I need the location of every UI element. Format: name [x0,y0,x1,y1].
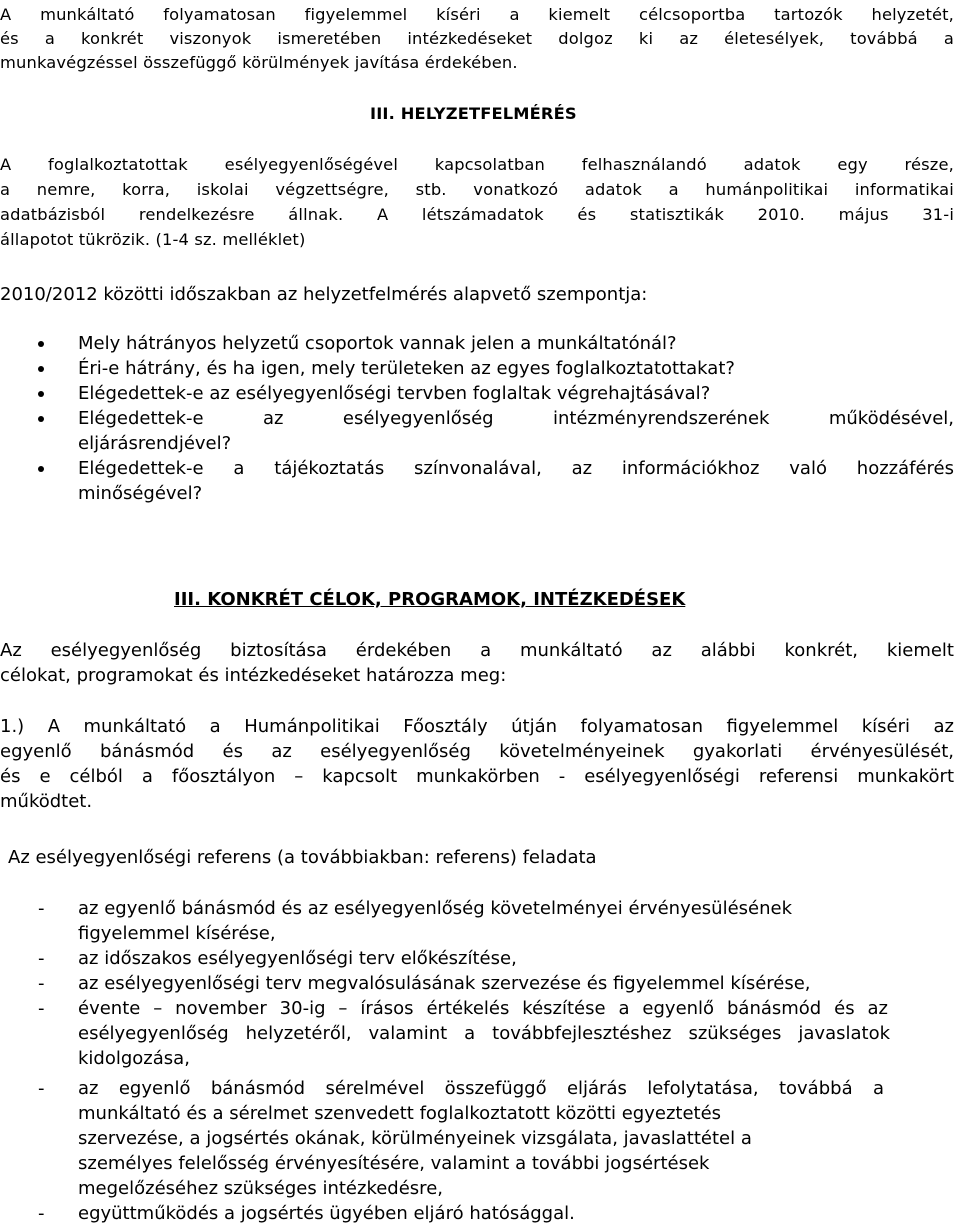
list-item-continuation: minőségével? [78,483,203,504]
dash-marker: - [38,973,45,994]
list-item: Elégedettek-e a tájékoztatás színvonalával, az információkhoz való hozzáférés [78,458,954,479]
list-item-continuation: esélyegyenlőség helyzetéről, valamint a továbbfejlesztéshez szükséges javaslatok [78,1023,890,1044]
list-item-continuation: figyelemmel kísérése, [78,923,276,944]
text-line: A foglalkoztatottak esélyegyenlőségével kapcsolatban felhasználandó adatok egy része, [0,155,954,174]
text-line: a nemre, korra, iskolai végzettségre, stb. vonatkozó adatok a humánpolitikai informatikai [0,180,954,199]
text-line: munkavégzéssel összefüggő körülmények javítása érdekében. [0,53,518,72]
list-item-continuation: szervezése, a jogsértés okának, körülményeinek vizsgálata, javaslattétel a [78,1128,752,1149]
bullet-icon [38,341,44,347]
text-line: működtet. [0,791,93,812]
list-item: Elégedettek-e az esélyegyenlőségi tervben foglaltak végrehajtásával? [78,383,711,404]
bullet-icon [38,391,44,397]
section-heading-celok: III. KONKRÉT CÉLOK, PROGRAMOK, INTÉZKEDÉSEK [174,589,686,610]
referens-intro: Az esélyegyenlőségi referens (a továbbiakban: referens) feladata [8,847,597,868]
list-item: az esélyegyenlőségi terv megvalósulásának szervezése és figyelemmel kísérése, [78,973,811,994]
text-line: állapotot tükrözik. (1-4 sz. melléklet) [0,230,306,249]
dash-marker: - [38,1203,45,1224]
dash-marker: - [38,948,45,969]
list-item-continuation: megelőzéséhez szükséges intézkedésre, [78,1178,443,1199]
list-item: az egyenlő bánásmód sérelmével összefüggő eljárás lefolytatása, továbbá a [78,1078,884,1099]
text-line: adatbázisból rendelkezésre állnak. A létszámadatok és statisztikák 2010. május 31-i [0,205,954,224]
text-line: A munkáltató folyamatosan figyelemmel kíséri a kiemelt célcsoportba tartozók helyzetét, [0,5,954,24]
bullet-icon [38,466,44,472]
text-line: 1.) A munkáltató a Humánpolitikai Főosztály útján folyamatosan figyelemmel kíséri az [0,716,954,737]
list-item: az időszakos esélyegyenlőségi terv előkészítése, [78,948,517,969]
dash-marker: - [38,998,45,1019]
list-item: az egyenlő bánásmód és az esélyegyenlőség követelményei érvényesülésének [78,898,793,919]
section-heading-helyzetfelmeres: III. HELYZETFELMÉRÉS [370,104,577,123]
list-item-continuation: kidolgozása, [78,1048,190,1069]
list-item: évente – november 30-ig – írásos értékelés készítése a egyenlő bánásmód és az [78,998,888,1019]
text-line: és a konkrét viszonyok ismeretében intézkedéseket dolgoz ki az életesélyek, továbbá a [0,29,954,48]
dash-marker: - [38,1078,45,1099]
list-item: Elégedettek-e az esélyegyenlőség intézményrendszerének működésével, [78,408,954,429]
bullet-icon [38,416,44,422]
list-item: együttműködés a jogsértés ügyében eljáró hatósággal. [78,1203,575,1224]
dash-marker: - [38,898,45,919]
text-line: és e célból a főosztályon – kapcsolt munkakörben - esélyegyenlőségi referensi munkakört [0,766,954,787]
text-line: Az esélyegyenlőség biztosítása érdekében a munkáltató az alábbi konkrét, kiemelt [0,640,954,661]
list-item-continuation: munkáltató és a sérelmet szenvedett foglalkoztatott közötti egyeztetés [78,1103,722,1124]
list-item-continuation: eljárásrendjével? [78,433,232,454]
list-item-continuation: személyes felelősség érvényesítésére, valamint a további jogsértések [78,1153,710,1174]
text-line: célokat, programokat és intézkedéseket határozza meg: [0,665,507,686]
text-line: egyenlő bánásmód és az esélyegyenlőség követelményeinek gyakorlati érvényesülését, [0,741,954,762]
criteria-intro: 2010/2012 közötti időszakban az helyzetfelmérés alapvető szempontja: [0,284,648,305]
list-item: Éri-e hátrány, és ha igen, mely területeken az egyes foglalkoztatottakat? [78,358,735,379]
list-item: Mely hátrányos helyzetű csoportok vannak jelen a munkáltatónál? [78,333,677,354]
bullet-icon [38,366,44,372]
